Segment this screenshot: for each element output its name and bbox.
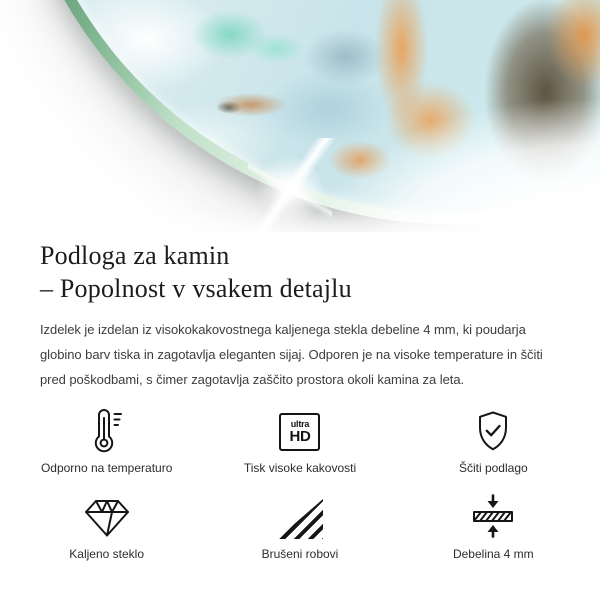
ultra-hd-icon [279, 413, 320, 451]
feature-polished-edges [203, 491, 396, 562]
feature-label: Debelina 4 mm [452, 547, 534, 561]
feature-protects-base [397, 405, 590, 476]
feature-grid [10, 405, 590, 562]
ultra-hd-text-bottom: HD [289, 428, 311, 445]
feature-tempered-glass [10, 491, 203, 562]
feature-print-quality [203, 405, 396, 476]
thickness-icon [470, 493, 516, 539]
product-description: Izdelek je izdelan iz visokokakovostnega kaljenega stekla debeline 4 mm, ki poudarja globino barv tiska in zagotavlja eleganten sijaj. Odporen je na visoke temperature in ščiti pred poškodbami, s čimer zagotavlja zaščito prostora okoli kamina za leta. [40, 322, 543, 387]
marble-artwork [17, 0, 600, 213]
feature-icon-wrap [470, 491, 516, 539]
feature-label: Kaljeno steklo [69, 547, 145, 561]
feature-thickness [397, 491, 590, 562]
product-image [0, 0, 600, 232]
title-line-1: Podloga za kamin [40, 241, 230, 270]
feature-label: Ščiti podlago [458, 461, 528, 475]
ultra-hd-text-top: ultra [290, 419, 310, 429]
feature-icon-wrap [83, 491, 131, 539]
feature-icon-wrap [279, 405, 320, 453]
beveled-edges-icon [277, 499, 323, 539]
shield-check-icon [473, 409, 513, 453]
product-description-section [0, 232, 600, 392]
thermometer-icon [90, 407, 124, 453]
feature-label: Tisk visoke kakovosti [243, 461, 357, 475]
feature-temperature [10, 405, 203, 476]
feature-icon-wrap [277, 491, 323, 539]
feature-label: Odporno na temperaturo [40, 461, 173, 475]
page-title [40, 239, 560, 305]
feature-label: Brušeni robovi [261, 547, 339, 561]
diamond-icon [83, 498, 131, 539]
feature-icon-wrap [90, 405, 124, 453]
title-line-2: – Popolnost v vsakem detajlu [40, 274, 352, 303]
feature-icon-wrap [473, 405, 513, 453]
